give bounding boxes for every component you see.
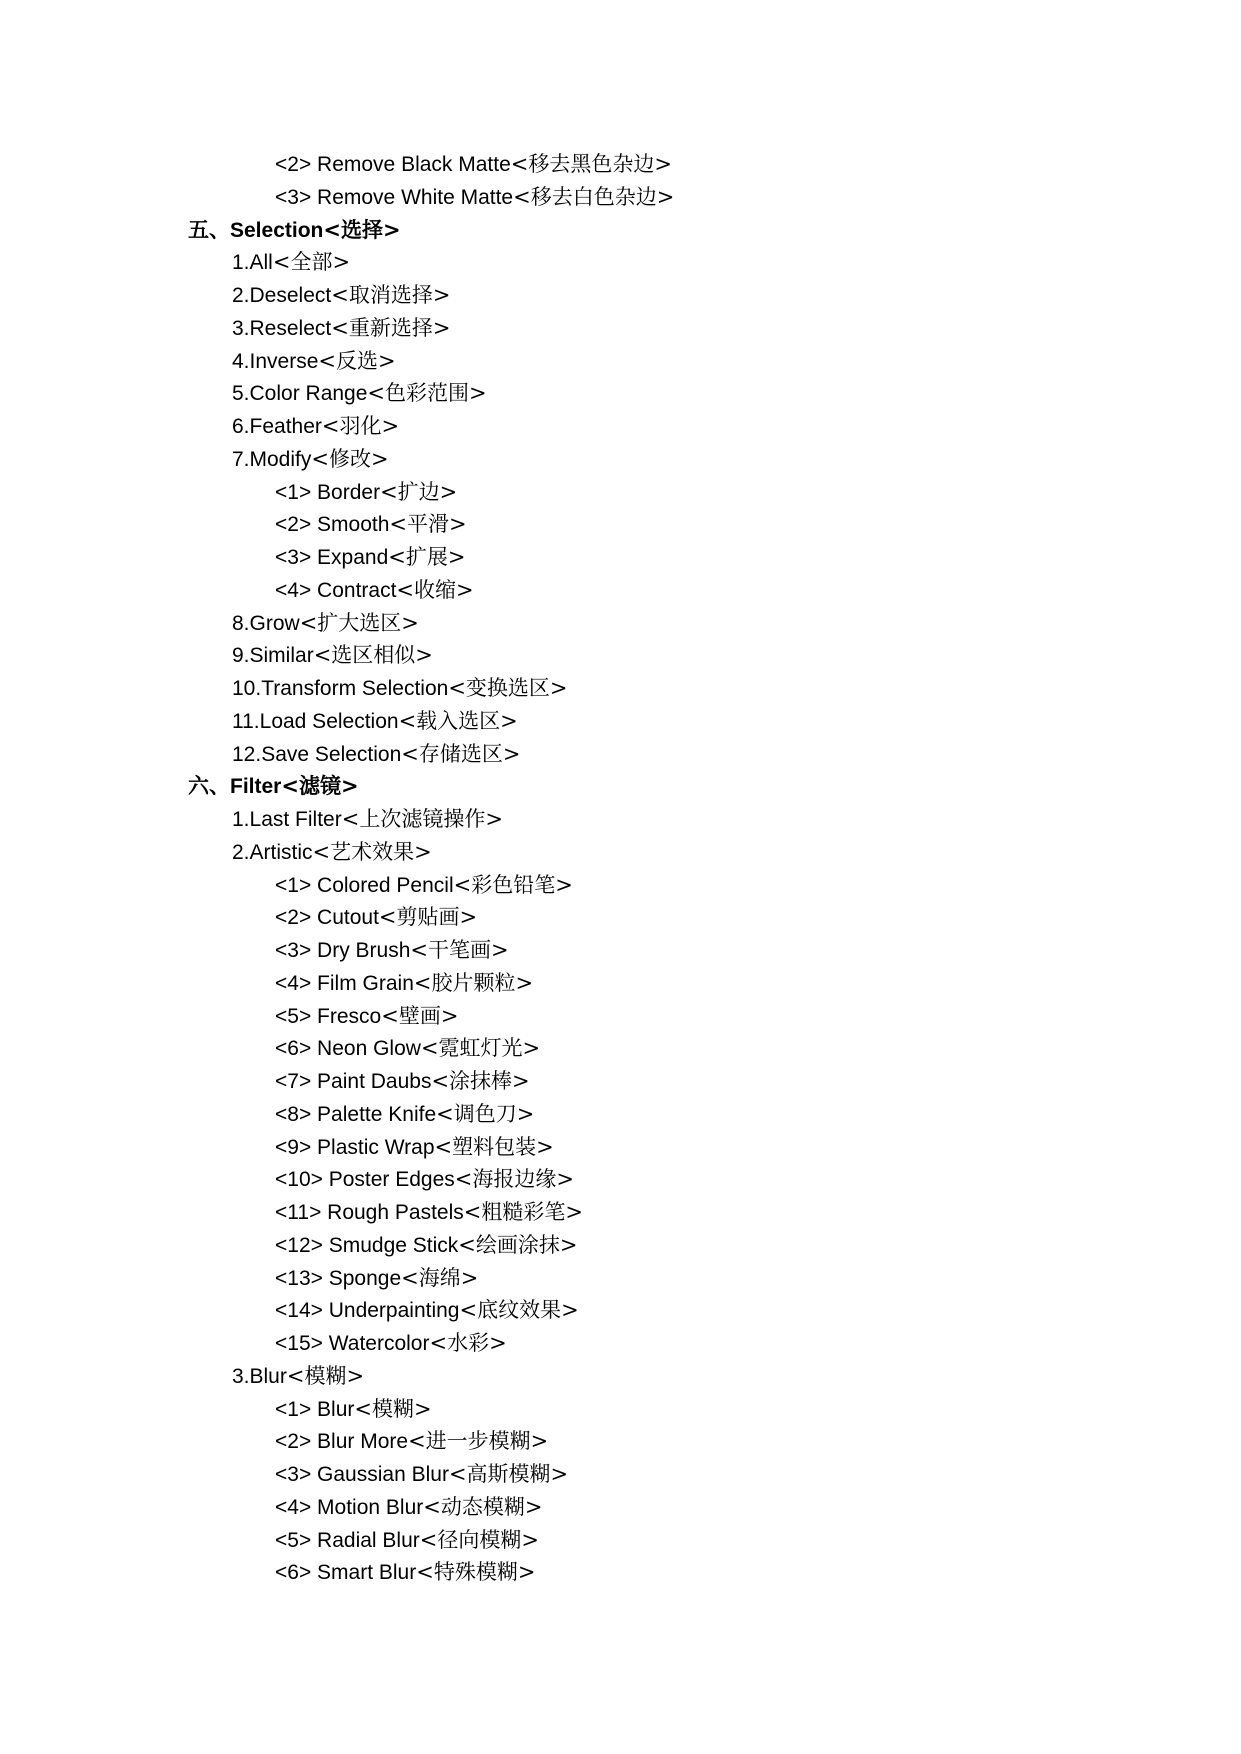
item-english-label: <5> Fresco	[275, 1004, 382, 1028]
outline-subitem	[0, 967, 1241, 1000]
outline-subitem	[0, 1196, 1241, 1229]
item-chinese-label: <收缩>	[396, 577, 474, 602]
item-english-label: 1.All	[232, 251, 273, 275]
item-chinese-label: <径向模糊>	[419, 1527, 539, 1552]
outline-item	[0, 312, 1241, 345]
item-english-label: 3.Blur	[232, 1364, 287, 1388]
item-english-label: <2> Remove Black Matte	[275, 153, 511, 176]
item-chinese-label: <滤镜>	[281, 774, 359, 799]
item-chinese-label: <上次滤镜操作>	[341, 807, 503, 831]
item-chinese-label: <移去白色杂边>	[513, 184, 675, 209]
outline-subitem	[0, 1524, 1241, 1557]
outline-subitem	[0, 901, 1241, 934]
section-heading	[0, 214, 1241, 247]
item-english-label: <1> Blur	[275, 1397, 355, 1421]
item-english-label: 11.Load Selection	[232, 709, 399, 733]
section-heading	[0, 770, 1241, 803]
item-chinese-label: <载入选区>	[398, 708, 518, 733]
item-english-label: <13> Sponge	[275, 1266, 402, 1290]
item-chinese-label: <扩展>	[388, 545, 466, 569]
item-english-label: 12.Save Selection	[232, 742, 402, 766]
item-chinese-label: <选择>	[323, 217, 401, 242]
outline-subitem	[0, 181, 1241, 214]
item-chinese-label: <重新选择>	[331, 315, 451, 340]
item-chinese-label: <模糊>	[354, 1396, 432, 1421]
item-english-label: <6> Neon Glow	[275, 1037, 421, 1061]
outline-item	[0, 410, 1241, 443]
item-english-label: 9.Similar	[232, 644, 314, 668]
outline-subitem	[0, 541, 1241, 574]
outline-subitem	[0, 476, 1241, 509]
outline-item	[0, 377, 1241, 410]
outline-subitem	[0, 1131, 1241, 1164]
item-english-label: <12> Smudge Stick	[275, 1233, 459, 1257]
outline-subitem	[0, 1000, 1241, 1033]
item-chinese-label: <进一步模糊>	[408, 1429, 549, 1454]
item-chinese-label: <壁画>	[381, 1003, 459, 1028]
item-english-label: <3> Dry Brush	[275, 939, 411, 962]
outline-subitem	[0, 1163, 1241, 1196]
outline-subitem	[0, 1556, 1241, 1589]
item-english-label: 五、Selection	[188, 218, 324, 242]
outline-item	[0, 279, 1241, 312]
item-chinese-label: <变换选区>	[448, 676, 568, 700]
outline-subitem	[0, 1098, 1241, 1131]
item-chinese-label: <移去黑色杂边>	[510, 152, 672, 176]
item-english-label: 4.Inverse	[232, 349, 319, 373]
outline-subitem	[0, 869, 1241, 902]
item-chinese-label: <反选>	[318, 348, 396, 373]
outline-item	[0, 345, 1241, 378]
outline-subitem	[0, 1032, 1241, 1065]
item-chinese-label: <选区相似>	[313, 643, 433, 668]
item-english-label: 5.Color Range	[232, 382, 368, 406]
item-chinese-label: <调色刀>	[436, 1101, 535, 1126]
outline-subitem	[0, 148, 1241, 181]
item-english-label: <15> Watercolor	[275, 1332, 430, 1355]
outline-item	[0, 246, 1241, 279]
item-chinese-label: <特殊模糊>	[416, 1560, 536, 1585]
item-chinese-label: <羽化>	[321, 414, 400, 438]
item-english-label: 1.Last Filter	[232, 808, 342, 831]
item-chinese-label: <扩大选区>	[299, 610, 419, 635]
item-chinese-label: <底纹效果>	[459, 1298, 579, 1323]
outline-item	[0, 803, 1241, 836]
outline-subitem	[0, 1491, 1241, 1524]
item-english-label: <14> Underpainting	[275, 1299, 460, 1323]
item-english-label: 2.Artistic	[232, 840, 313, 864]
item-chinese-label: <彩色铅笔>	[453, 872, 573, 897]
outline-subitem	[0, 934, 1241, 967]
outline-subitem	[0, 1262, 1241, 1295]
outline-subitem	[0, 1229, 1241, 1262]
item-english-label: <1> Border	[275, 480, 381, 504]
item-english-label: 六、Filter	[188, 775, 282, 799]
item-chinese-label: <涂抹棒>	[431, 1069, 530, 1093]
outline-item	[0, 443, 1241, 476]
outline-item	[0, 672, 1241, 705]
item-chinese-label: <存储选区>	[401, 741, 521, 766]
outline-subitem	[0, 1327, 1241, 1360]
outline-item	[0, 836, 1241, 869]
item-chinese-label: <霓虹灯光>	[420, 1036, 541, 1061]
outline-subitem	[0, 508, 1241, 541]
item-chinese-label: <绘画涂抹>	[458, 1232, 578, 1257]
item-english-label: 8.Grow	[232, 611, 300, 635]
outline-item	[0, 705, 1241, 738]
outline-subitem	[0, 1294, 1241, 1327]
item-chinese-label: <干笔画>	[410, 938, 509, 962]
item-english-label: 6.Feather	[232, 415, 322, 438]
item-chinese-label: <剪贴画>	[378, 905, 478, 930]
item-english-label: 7.Modify	[232, 447, 312, 471]
item-chinese-label: <平滑>	[389, 512, 467, 537]
item-english-label: <2> Cutout	[275, 906, 379, 930]
outline-subitem	[0, 1425, 1241, 1458]
item-english-label: <2> Smooth	[275, 513, 390, 537]
item-chinese-label: <修改>	[311, 446, 389, 471]
item-english-label: <3> Expand	[275, 546, 389, 569]
item-english-label: <3> Remove White Matte	[275, 185, 514, 209]
item-english-label: <4> Film Grain	[275, 971, 414, 995]
item-chinese-label: <艺术效果>	[312, 839, 432, 864]
outline-subitem	[0, 574, 1241, 607]
document-body	[0, 148, 1241, 1589]
item-english-label: <10> Poster Edges	[275, 1168, 455, 1192]
item-chinese-label: <动态模糊>	[423, 1494, 543, 1519]
item-english-label: <8> Palette Knife	[275, 1102, 437, 1126]
item-chinese-label: <胶片颗粒>	[413, 970, 534, 995]
item-chinese-label: <模糊>	[286, 1363, 365, 1388]
outline-subitem	[0, 1065, 1241, 1098]
item-chinese-label: <海报边缘>	[454, 1167, 574, 1192]
item-english-label: <1> Colored Pencil	[275, 873, 454, 897]
item-chinese-label: <海绵>	[401, 1265, 479, 1290]
item-chinese-label: <高斯模糊>	[448, 1462, 569, 1486]
item-english-label: <5> Radial Blur	[275, 1528, 420, 1552]
outline-subitem	[0, 1458, 1241, 1491]
item-english-label: <3> Gaussian Blur	[275, 1463, 449, 1486]
item-chinese-label: <取消选择>	[331, 283, 451, 307]
item-english-label: 2.Deselect	[232, 284, 332, 307]
item-english-label: 3.Reselect	[232, 316, 332, 340]
item-english-label: <11> Rough Pastels	[275, 1201, 464, 1224]
item-chinese-label: <塑料包装>	[434, 1134, 554, 1159]
item-chinese-label: <扩边>	[380, 479, 458, 504]
item-english-label: <2> Blur More	[275, 1430, 409, 1454]
outline-subitem	[0, 1393, 1241, 1426]
item-english-label: <7> Paint Daubs	[275, 1070, 432, 1093]
item-chinese-label: <全部>	[272, 250, 351, 275]
item-english-label: <4> Motion Blur	[275, 1495, 424, 1519]
outline-item	[0, 738, 1241, 771]
item-english-label: 10.Transform Selection	[232, 677, 449, 700]
outline-item	[0, 639, 1241, 672]
outline-item	[0, 607, 1241, 640]
item-chinese-label: <水彩>	[429, 1331, 507, 1355]
item-english-label: <6> Smart Blur	[275, 1561, 417, 1585]
item-english-label: <9> Plastic Wrap	[275, 1135, 435, 1159]
item-chinese-label: <粗糙彩笔>	[463, 1200, 583, 1224]
item-chinese-label: <色彩范围>	[367, 381, 487, 406]
item-english-label: <4> Contract	[275, 578, 397, 602]
outline-item	[0, 1360, 1241, 1393]
